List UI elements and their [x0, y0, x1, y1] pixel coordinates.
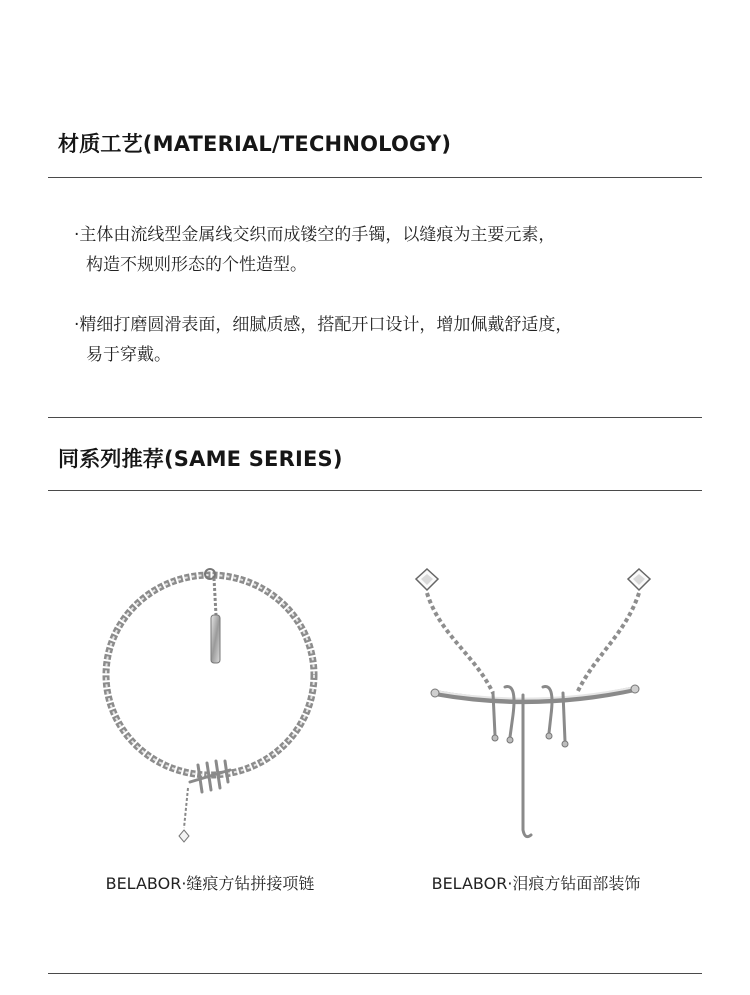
- series-top-divider: [48, 417, 702, 418]
- material-paragraph-1-line-1: ·主体由流线型金属线交织而成镂空的手镯，以缝痕为主要元素，: [74, 225, 556, 245]
- material-paragraph-2: [74, 310, 572, 370]
- material-heading: 材质工艺(MATERIAL/TECHNOLOGY): [58, 132, 452, 156]
- material-paragraph-1-line-2: 构造不规则形态的个性造型。: [86, 255, 307, 275]
- necklace-chain-icon: [90, 560, 330, 850]
- series-heading: 同系列推荐(SAME SERIES): [58, 447, 343, 471]
- product-2-name[interactable]: BELABOR·泪痕方钻面部装饰: [431, 874, 641, 893]
- bottom-divider: [48, 973, 702, 974]
- material-paragraph-2-line-2: 易于穿戴。: [86, 345, 171, 365]
- material-paragraph-2-line-1: ·精细打磨圆滑表面，细腻质感，搭配开口设计，增加佩戴舒适度，: [74, 315, 573, 335]
- series-divider: [48, 490, 702, 491]
- material-paragraph-1: [74, 220, 555, 280]
- face-jewelry-icon: [405, 565, 665, 850]
- material-divider: [48, 177, 702, 178]
- product-1-image[interactable]: [90, 560, 330, 850]
- product-1-name[interactable]: BELABOR·缝痕方钻拼接项链: [105, 874, 315, 893]
- product-2-image[interactable]: [405, 565, 665, 850]
